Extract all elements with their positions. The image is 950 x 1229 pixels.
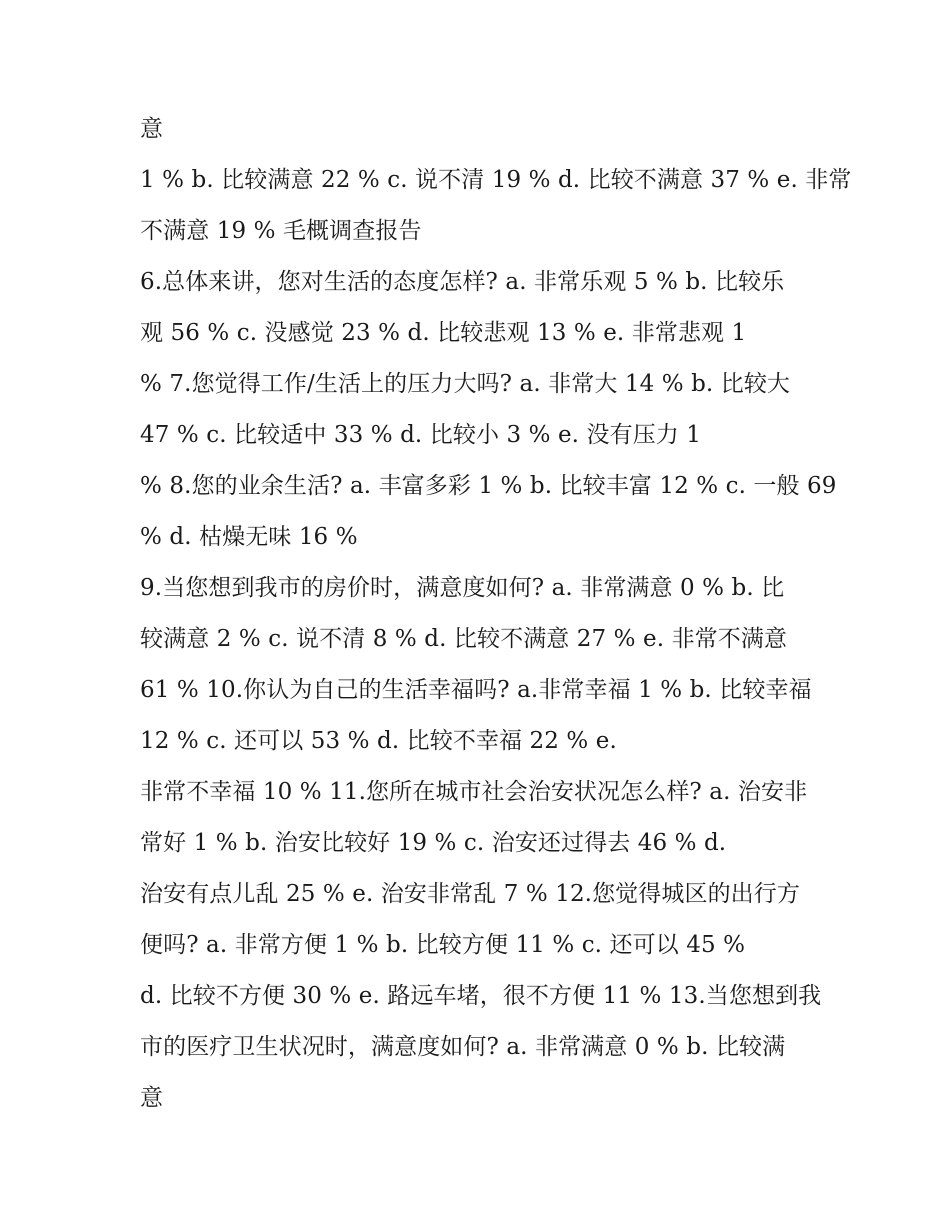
text-line: 61 % 10.你认为自己的生活幸福吗? a.非常幸福 1 % b. 比较幸福	[140, 677, 812, 703]
text-line: d. 比较不方便 30 % e. 路远车堵，很不方便 11 % 13.当您想到我	[140, 983, 822, 1009]
text-line: 市的医疗卫生状况时，满意度如何? a. 非常满意 0 % b. 比较满	[140, 1034, 786, 1060]
text-line: 12 % c. 还可以 53 % d. 比较不幸福 22 % e.	[140, 728, 617, 754]
text-line: % 7.您觉得工作/生活上的压力大吗? a. 非常大 14 % b. 比较大	[140, 371, 791, 397]
text-line: 便吗? a. 非常方便 1 % b. 比较方便 11 % c. 还可以 45 %	[140, 932, 746, 958]
text-line: 治安有点儿乱 25 % e. 治安非常乱 7 % 12.您觉得城区的出行方	[140, 881, 800, 907]
text-line: 6.总体来讲，您对生活的态度怎样? a. 非常乐观 5 % b. 比较乐	[140, 269, 785, 295]
text-line: 意	[140, 1085, 164, 1111]
text-line: % d. 枯燥无味 16 %	[140, 524, 358, 550]
text-line: % 8.您的业余生活? a. 丰富多彩 1 % b. 比较丰富 12 % c. 一般 69	[140, 473, 837, 499]
text-line: 47 % c. 比较适中 33 % d. 比较小 3 % e. 没有压力 1	[140, 422, 702, 448]
text-line: 非常不幸福 10 % 11.您所在城市社会治安状况怎么样? a. 治安非	[140, 779, 808, 805]
text-line: 1 % b. 比较满意 22 % c. 说不清 19 % d. 比较不满意 37 % e. 非常	[140, 167, 852, 193]
body-text	[140, 110, 852, 1130]
text-line: 观 56 % c. 没感觉 23 % d. 比较悲观 13 % e. 非常悲观 1	[140, 320, 747, 346]
text-line: 9.当您想到我市的房价时，满意度如何? a. 非常满意 0 % b. 比	[140, 575, 785, 601]
text-line: 常好 1 % b. 治安比较好 19 % c. 治安还过得去 46 % d.	[140, 830, 727, 856]
text-line: 不满意 19 % 毛概调查报告	[140, 218, 422, 244]
text-line: 意	[140, 116, 164, 142]
text-line: 较满意 2 % c. 说不清 8 % d. 比较不满意 27 % e. 非常不满意	[140, 626, 788, 652]
